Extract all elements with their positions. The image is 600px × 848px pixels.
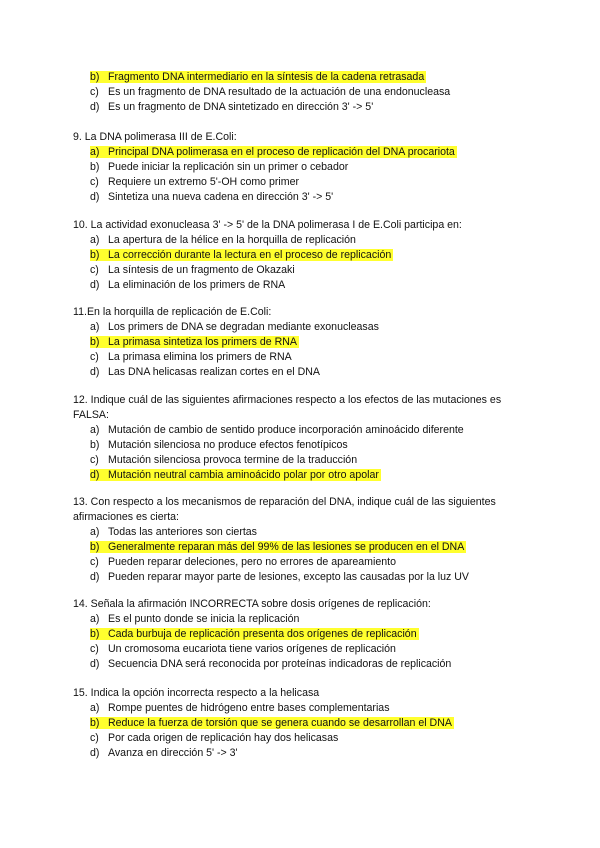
option-text: Las DNA helicasas realizan cortes en el DNA	[108, 366, 320, 378]
option-letter: d)	[90, 279, 100, 291]
highlighted-answer	[90, 249, 393, 261]
option-content	[90, 279, 285, 291]
option-content	[90, 234, 356, 246]
answer-option	[90, 716, 454, 731]
option-letter: b)	[90, 249, 100, 261]
highlighted-answer	[90, 469, 381, 481]
answer-option	[90, 350, 292, 365]
option-content	[90, 571, 469, 583]
option-letter: a)	[90, 613, 100, 625]
option-letter: d)	[90, 658, 100, 670]
option-letter: c)	[90, 264, 99, 276]
option-text: Un cromosoma eucariota tiene varios orígenes de replicación	[108, 643, 396, 655]
option-text: La eliminación de los primers de RNA	[108, 279, 286, 291]
option-letter: d)	[90, 469, 100, 481]
option-letter: c)	[90, 732, 99, 744]
option-letter: a)	[90, 424, 100, 436]
option-text: Mutación silenciosa provoca termine de la traducción	[108, 454, 358, 466]
option-content	[90, 161, 348, 173]
highlighted-answer	[90, 146, 457, 158]
option-letter: b)	[90, 439, 100, 451]
option-content	[90, 556, 396, 568]
option-letter: c)	[90, 176, 99, 188]
option-letter: d)	[90, 571, 100, 583]
option-text: La primasa sintetiza los primers de RNA	[108, 336, 297, 348]
question-text: afirmaciones es cierta:	[73, 511, 179, 523]
answer-option	[90, 570, 469, 585]
option-text: Es un fragmento de DNA resultado de la actuación de una endonucleasa	[108, 86, 451, 98]
answer-option	[90, 627, 419, 642]
option-letter: d)	[90, 101, 100, 113]
question-text: 14. Señala la afirmación INCORRECTA sobre dosis orígenes de replicación:	[73, 598, 431, 610]
option-letter: c)	[90, 643, 99, 655]
option-text: La apertura de la hélice en la horquilla de replicación	[108, 234, 356, 246]
option-content	[90, 366, 320, 378]
option-text: Sintetiza una nueva cadena en dirección 3' -> 5'	[108, 191, 334, 203]
option-text: Generalmente reparan más del 99% de las lesiones se producen en el DNA	[108, 541, 465, 553]
highlighted-answer	[90, 541, 466, 553]
option-text: La corrección durante la lectura en el proceso de replicación	[108, 249, 392, 261]
option-text: Principal DNA polimerasa en el proceso de replicación del DNA procariota	[108, 146, 455, 158]
answer-option	[90, 335, 299, 350]
option-content	[90, 643, 396, 655]
question-text: 9. La DNA polimerasa III de E.Coli:	[73, 131, 237, 143]
answer-option	[90, 70, 426, 85]
answer-option	[90, 612, 299, 627]
option-content	[90, 439, 348, 451]
answer-option	[90, 731, 338, 746]
option-content	[90, 747, 238, 759]
option-content	[90, 351, 292, 363]
option-content	[90, 526, 257, 538]
option-text: Mutación neutral cambia aminoácido polar por otro apolar	[108, 469, 379, 481]
answer-option	[90, 100, 373, 115]
answer-option	[90, 233, 356, 248]
answer-option	[90, 160, 348, 175]
option-letter: b)	[90, 717, 100, 729]
answer-option	[90, 85, 450, 100]
option-letter: a)	[90, 234, 100, 246]
option-letter: a)	[90, 526, 100, 538]
question-text: FALSA:	[73, 409, 109, 421]
option-text: Puede iniciar la replicación sin un primer o cebador	[108, 161, 349, 173]
answer-option	[90, 468, 381, 483]
answer-option	[90, 423, 464, 438]
option-text: Avanza en dirección 5' -> 3'	[108, 747, 238, 759]
option-letter: a)	[90, 321, 100, 333]
option-letter: b)	[90, 71, 100, 83]
highlighted-answer	[90, 628, 419, 640]
question-text: 13. Con respecto a los mecanismos de reparación del DNA, indique cuál de las siguientes	[73, 496, 496, 508]
option-letter: b)	[90, 336, 100, 348]
option-content	[90, 658, 451, 670]
highlighted-answer	[90, 717, 454, 729]
question-text: 15. Indica la opción incorrecta respecto a la helicasa	[73, 687, 320, 699]
option-text: Es un fragmento de DNA sintetizado en dirección 3' -> 5'	[108, 101, 374, 113]
option-letter: a)	[90, 146, 100, 158]
option-text: Los primers de DNA se degradan mediante exonucleasas	[108, 321, 379, 333]
question-text: 10. La actividad exonucleasa 3' -> 5' de la DNA polimerasa I de E.Coli participa en:	[73, 219, 462, 231]
option-text: Pueden reparar mayor parte de lesiones, excepto las causadas por la luz UV	[108, 571, 469, 583]
option-content	[90, 176, 299, 188]
option-letter: c)	[90, 351, 99, 363]
option-letter: d)	[90, 747, 100, 759]
answer-option	[90, 248, 393, 263]
option-content	[90, 454, 357, 466]
option-text: Mutación de cambio de sentido produce incorporación aminoácido diferente	[108, 424, 464, 436]
option-letter: b)	[90, 541, 100, 553]
answer-option	[90, 540, 466, 555]
option-content	[90, 101, 373, 113]
highlighted-answer	[90, 336, 299, 348]
option-text: La síntesis de un fragmento de Okazaki	[108, 264, 295, 276]
option-content	[90, 86, 450, 98]
option-letter: c)	[90, 86, 99, 98]
answer-option	[90, 438, 348, 453]
option-text: Requiere un extremo 5'-OH como primer	[108, 176, 300, 188]
question-text: 12. Indique cuál de las siguientes afirmaciones respecto a los efectos de las mutaciones es	[73, 394, 502, 406]
option-letter: a)	[90, 702, 100, 714]
option-text: La primasa elimina los primers de RNA	[108, 351, 292, 363]
option-content	[90, 321, 379, 333]
option-text: Es el punto donde se inicia la replicación	[108, 613, 300, 625]
option-letter: b)	[90, 161, 100, 173]
answer-option	[90, 190, 333, 205]
answer-option	[90, 365, 320, 380]
option-text: Reduce la fuerza de torsión que se genera cuando se desarrollan el DNA	[108, 717, 452, 729]
answer-option	[90, 145, 457, 160]
option-text: Todas las anteriores son ciertas	[108, 526, 257, 538]
option-letter: b)	[90, 628, 100, 640]
option-letter: c)	[90, 556, 99, 568]
answer-option	[90, 525, 257, 540]
answer-option	[90, 453, 357, 468]
option-letter: d)	[90, 366, 100, 378]
option-letter: c)	[90, 454, 99, 466]
answer-option	[90, 657, 451, 672]
answer-option	[90, 555, 396, 570]
answer-option	[90, 263, 295, 278]
option-content	[90, 264, 295, 276]
question-text: 11.En la horquilla de replicación de E.Coli:	[73, 306, 272, 318]
answer-option	[90, 175, 299, 190]
option-text: Fragmento DNA intermediario en la síntesis de la cadena retrasada	[108, 71, 425, 83]
option-content	[90, 732, 338, 744]
option-text: Cada burbuja de replicación presenta dos orígenes de replicación	[108, 628, 417, 640]
option-text: Rompe puentes de hidrógeno entre bases complementarias	[108, 702, 390, 714]
answer-option	[90, 278, 285, 293]
option-text: Pueden reparar deleciones, pero no errores de apareamiento	[108, 556, 396, 568]
highlighted-answer	[90, 71, 426, 83]
option-text: Por cada origen de replicación hay dos helicasas	[108, 732, 339, 744]
option-content	[90, 424, 464, 436]
answer-option	[90, 746, 238, 761]
option-content	[90, 191, 333, 203]
option-text: Mutación silenciosa no produce efectos fenotípicos	[108, 439, 348, 451]
option-content	[90, 702, 390, 714]
answer-option	[90, 320, 379, 335]
option-text: Secuencia DNA será reconocida por proteínas indicadoras de replicación	[108, 658, 452, 670]
answer-option	[90, 642, 396, 657]
option-content	[90, 613, 299, 625]
answer-option	[90, 701, 390, 716]
option-letter: d)	[90, 191, 100, 203]
